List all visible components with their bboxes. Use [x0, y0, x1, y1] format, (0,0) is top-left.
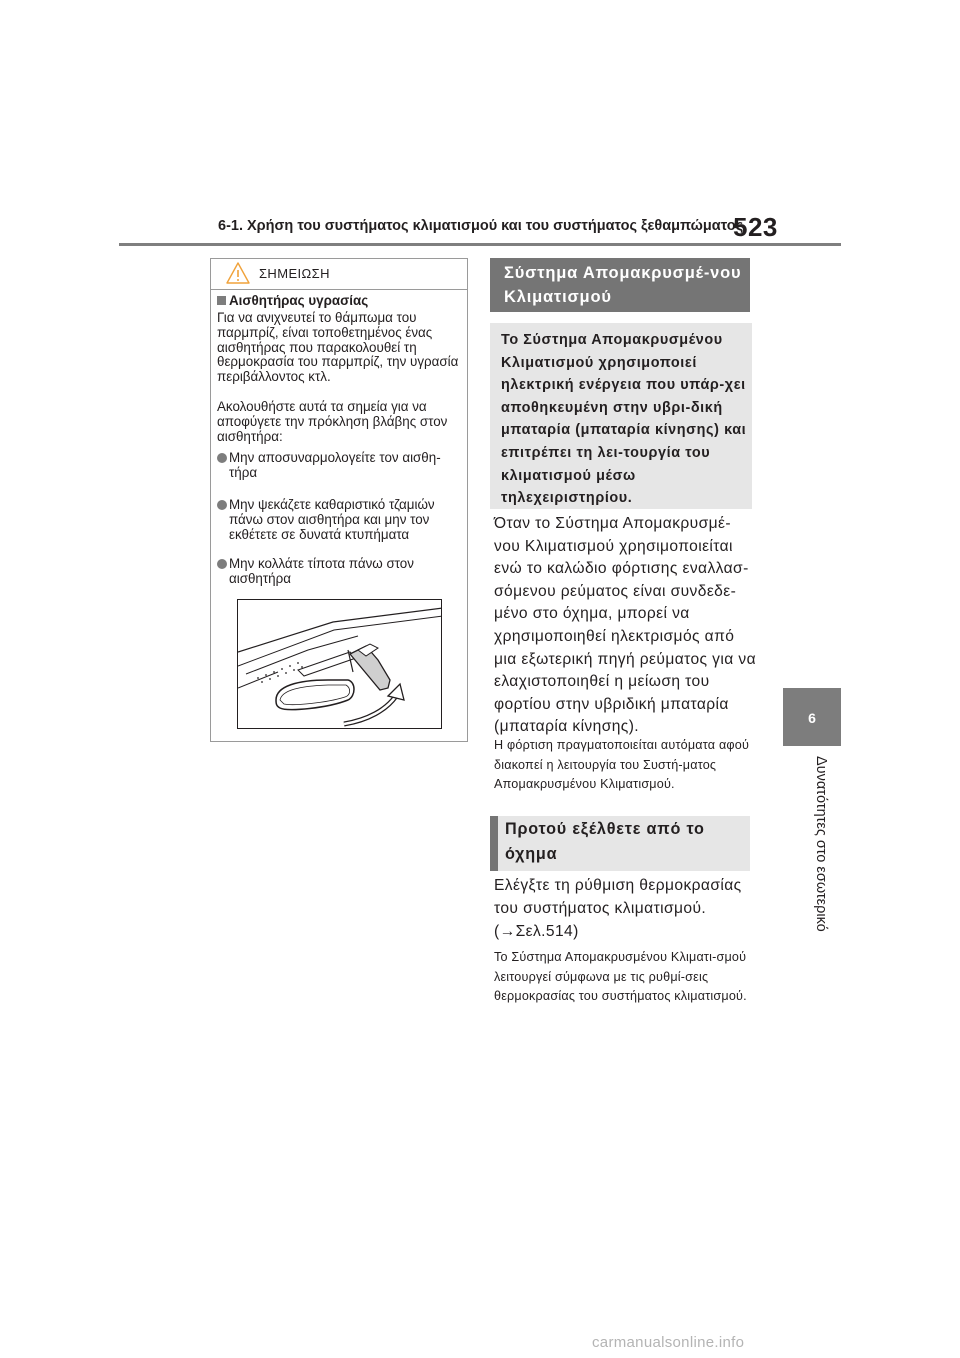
- note-box: [210, 258, 468, 742]
- page-number: 523: [733, 212, 778, 242]
- body-paragraph: Όταν το Σύστημα Απομακρυσμέ-νου Κλιματισμού χρησιμοποιείται ενώ το καλώδιο φόρτισης εναλλασ-σόμενου ρεύματος είναι συνδεδε-μένο στο όχημα, μπορεί να χρησιμοποιηθεί ηλεκτρισμός από μια εξωτερική πηγή ρεύματος για να ελαχιστοποιηθεί η μείωση του φορτίου στην υβριδική μπαταρία (μπαταρία κίνησης).: [494, 515, 756, 736]
- note-bullet-text: Μην ψεκάζετε καθαριστικό τζαμιών πάνω στον αισθητήρα και μην τον εκθέτετε σε δυνατά κτυπήματα: [229, 497, 435, 542]
- warning-triangle-icon: [225, 260, 251, 286]
- subsection-header: [490, 816, 750, 871]
- subsection-title: Προτού εξέλθετε από το όχημα: [505, 820, 705, 863]
- chapter-tab[interactable]: [783, 688, 841, 746]
- watermark: carmanualsonline.info: [592, 1334, 745, 1351]
- bullet-dot-icon: [217, 559, 227, 569]
- chapter-label: Δυνατότητες στο εσωτερικό: [813, 756, 829, 932]
- intro-panel: [490, 323, 752, 509]
- square-bullet-icon: [217, 296, 226, 305]
- note-paragraph: Ακολουθήστε αυτά τα σημεία για να αποφύγετε την πρόκληση βλάβης στον αισθητήρα:: [217, 399, 448, 444]
- small-note: Το Σύστημα Απομακρυσμένου Κλιματι-σμού λειτουργεί σύμφωνα με τις ρυθμί-σεις θερμοκρασίας του συστήματος κλιματισμού.: [494, 950, 747, 1003]
- note-subtitle-text: Αισθητήρας υγρασίας: [229, 293, 369, 308]
- note-paragraph: Για να ανιχνευτεί το θάμπωμα του παρμπρίζ, είναι τοποθετημένος ένας αισθητήρας που παρακολουθεί τη θερμοκρασία του παρμπρίζ, την υγρασία περιβάλλοντος κτλ.: [217, 310, 459, 385]
- section-header-title: 6-1. Χρήση του συστήματος κλιματισμού και του συστήματος ξεθαμπώματος: [218, 218, 744, 234]
- header-divider: [119, 243, 841, 246]
- rear-view-mirror-sensor-illustration: [237, 599, 442, 729]
- note-subtitle: [217, 294, 463, 309]
- bullet-dot-icon: [217, 453, 227, 463]
- small-note: Η φόρτιση πραγματοποιείται αυτόματα αφού διακοπεί η λειτουργία του Συστή-ματος Απομακρυσμένου Κλιματισμού.: [494, 738, 750, 791]
- bullet-dot-icon: [217, 500, 227, 510]
- chapter-number: 6: [808, 710, 816, 726]
- page-reference-link[interactable]: (→Σελ.514): [494, 923, 579, 940]
- intro-text: Το Σύστημα Απομακρυσμένου Κλιματισμού χρησιμοποιεί ηλεκτρική ενέργεια που υπάρ-χει αποθηκευμένη στην υβρι-δική μπαταρία (μπαταρία κίνησης) και επιτρέπει τη λει-τουργία του κλιματισμού μέσω τηλεχειριστηρίου.: [501, 332, 747, 507]
- note-bullet: [217, 451, 465, 481]
- note-bullet-text: Μην αποσυναρμολογείτε τον αισθη-τήρα: [229, 450, 441, 480]
- note-bullet: [217, 557, 465, 587]
- note-label: ΣΗΜΕΙΩΣΗ: [259, 266, 330, 281]
- section-title: Σύστημα Απομακρυσμέ-νου Κλιματισμού: [504, 264, 742, 306]
- note-bullet: [217, 498, 465, 542]
- body-paragraph: Ελέγξτε τη ρύθμιση θερμοκρασίας του συστήματος κλιματισμού.: [494, 877, 742, 917]
- note-header: [211, 259, 467, 290]
- section-title-bar: [490, 258, 750, 312]
- note-bullet-text: Μην κολλάτε τίποτα πάνω στον αισθητήρα: [229, 556, 414, 586]
